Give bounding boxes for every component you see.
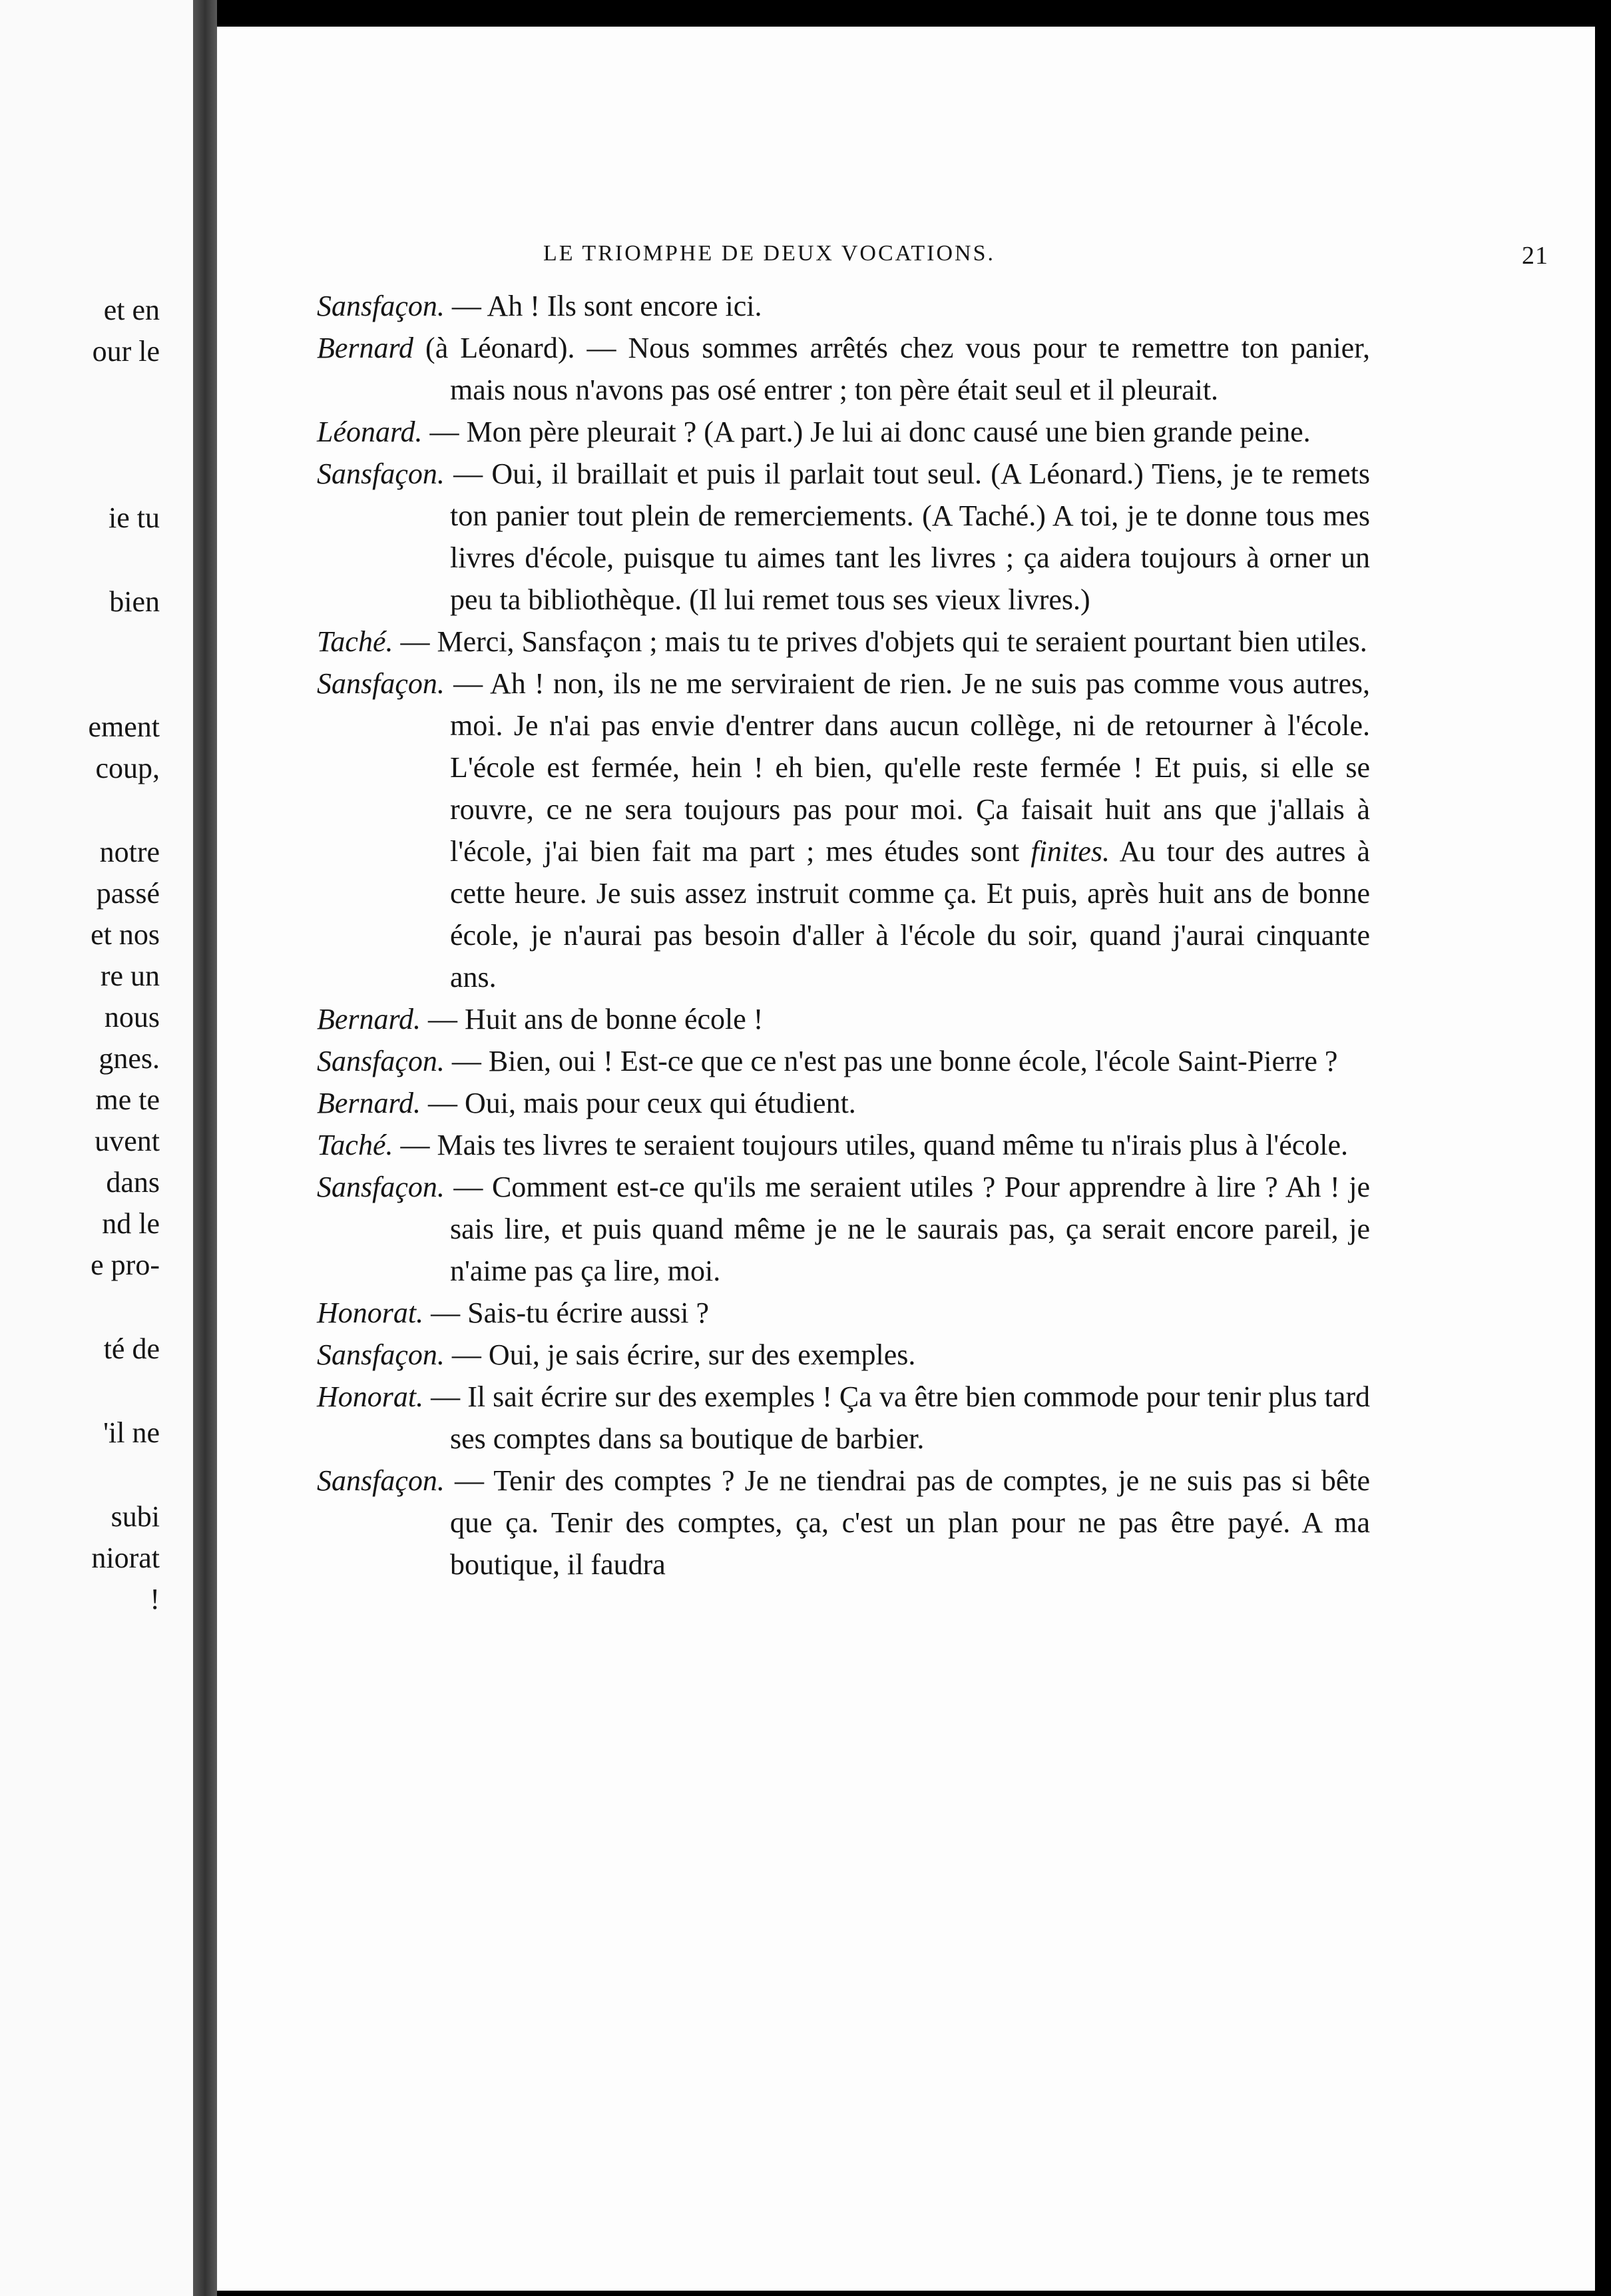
speech-text: — Oui, je sais écrire, sur des exemples. [444, 1338, 916, 1371]
left-page-fragment: subi [111, 1500, 160, 1533]
left-page-fragment: e pro- [91, 1249, 160, 1281]
speaker-name: Sansfaçon. [317, 667, 445, 700]
speech [317, 1124, 1370, 1166]
speaker-name: Sansfaçon. [317, 457, 445, 490]
speaker-name: Sansfaçon. [317, 1045, 445, 1077]
speech-text: — Merci, Sansfaçon ; mais tu te prives d'objets qui te seraient pourtant bien utiles. [393, 625, 1367, 658]
speech-text: — Tenir des comptes ? Je ne tiendrai pas de comptes, je ne suis pas si bête que ça. Tenir des comptes, ça, c'est un plan pour ne pas être payé. A ma boutique, il faudra [444, 1464, 1370, 1581]
speech-text: — Ah ! non, ils ne me serviraient de rien. Je ne suis pas comme vous autres, moi. Je n'ai pas envie d'entrer dans aucun collège, ni de retourner à l'école. L'école est fermée, hein ! eh bien, qu'elle reste fermée ! Et puis, si elle se rouvre, ce ne sera toujours pas pour moi. Ça faisait huit ans que j'allais à l'école, j'ai bien fait ma part ; mes études sont [444, 667, 1370, 868]
speech [317, 1040, 1370, 1082]
left-page-fragment: me te [95, 1083, 160, 1116]
left-page-fragment: our le [92, 335, 160, 368]
speaker-name: Taché. [317, 1129, 393, 1161]
left-page-fragment: re un [100, 960, 160, 992]
left-page-fragment: ie tu [109, 501, 160, 534]
speech [317, 663, 1370, 998]
speech [317, 1460, 1370, 1585]
speech [317, 1376, 1370, 1460]
speaker-name: Sansfaçon. [317, 1338, 445, 1371]
left-page-fragment: passé [96, 877, 160, 910]
speech [317, 621, 1370, 663]
left-page-fragment: gnes. [99, 1042, 160, 1075]
speaker-name: Taché. [317, 625, 393, 658]
speech [317, 1292, 1370, 1334]
left-page-fragment: dans [106, 1166, 160, 1199]
left-page-fragment: coup, [95, 752, 160, 784]
speaker-name: Sansfaçon. [317, 290, 445, 322]
speech [317, 285, 1370, 327]
speaker-name: Léonard. [317, 416, 423, 448]
speech-text: — Bien, oui ! Est-ce que ce n'est pas une bonne école, l'école Saint-Pierre ? [444, 1045, 1338, 1077]
speech [317, 453, 1370, 621]
speaker-name: Bernard. [317, 1003, 421, 1035]
dialogue-text [317, 285, 1370, 1585]
left-page-fragment: 'il ne [103, 1416, 160, 1449]
left-page-fragment: uvent [95, 1125, 160, 1157]
speaker-name: Bernard [317, 332, 414, 364]
left-page-edge [0, 0, 193, 2296]
speech-text: — Huit ans de bonne école ! [421, 1003, 764, 1035]
left-page-fragment: té de [103, 1332, 160, 1365]
speech [317, 411, 1370, 453]
speech-text: — Oui, mais pour ceux qui étudient. [421, 1087, 856, 1119]
left-page-fragment: ement [88, 711, 160, 743]
left-page-fragment: bien [109, 585, 160, 618]
speech [317, 1166, 1370, 1292]
right-page [217, 27, 1595, 2291]
speech-text: — Oui, il braillait et puis il parlait tout seul. (A Léonard.) Tiens, je te remets ton panier tout plein de remerciements. (A Taché.) A toi, je te donne tous mes livres d'école, puisque tu aimes tant les livres ; ça aidera toujours à orner un peu ta bibliothèque. (Il lui remet tous ses vieux livres.) [444, 457, 1370, 616]
speech-text: — Comment est-ce qu'ils me seraient utiles ? Pour apprendre à lire ? Ah ! je sais lire, et puis quand même je ne le saurais pas, ça serait encore pareil, je n'aime pas ça lire, moi. [444, 1171, 1370, 1287]
speech-text: — Mais tes livres te seraient toujours utiles, quand même tu n'irais plus à l'école. [393, 1129, 1349, 1161]
speaker-name: Sansfaçon. [317, 1464, 445, 1497]
page-number: 21 [1522, 242, 1548, 270]
emphasized-word: finites. [1031, 835, 1110, 868]
left-page-fragment: et nos [91, 918, 160, 951]
running-title: LE TRIOMPHE DE DEUX VOCATIONS. [543, 241, 996, 266]
speech [317, 327, 1370, 411]
speech-text: — Ah ! Ils sont encore ici. [444, 290, 762, 322]
left-page-fragment: nous [104, 1001, 160, 1033]
speech-text-continued: Au tour des autres à cette heure. Je suis assez instruit comme ça. Et puis, après huit ans de bonne école, je n'aurai pas besoin d'aller à l'école du soir, quand j'aurai cinquante ans. [450, 835, 1371, 994]
left-page-fragment: notre [99, 836, 160, 868]
left-page-fragment: et en [103, 294, 160, 326]
left-page-fragment: niorat [91, 1542, 160, 1574]
book-gutter [193, 0, 217, 2296]
speech-text: (à Léonard). — Nous sommes arrêtés chez vous pour te remettre ton panier, mais nous n'avons pas osé entrer ; ton père était seul et il pleurait. [413, 332, 1370, 406]
speech-text: — Mon père pleurait ? (A part.) Je lui ai donc causé une bien grande peine. [422, 416, 1311, 448]
left-page-fragment: nd le [102, 1207, 160, 1240]
speech [317, 998, 1370, 1040]
speaker-name: Bernard. [317, 1087, 421, 1119]
speech [317, 1334, 1370, 1376]
speech-text: — Il sait écrire sur des exemples ! Ça va être bien commode pour tenir plus tard ses comptes dans sa boutique de barbier. [423, 1380, 1370, 1455]
left-page-fragment: ! [150, 1583, 160, 1615]
speaker-name: Sansfaçon. [317, 1171, 445, 1203]
speaker-name: Honorat. [317, 1296, 424, 1329]
speaker-name: Honorat. [317, 1380, 424, 1413]
speech [317, 1082, 1370, 1124]
speech-text: — Sais-tu écrire aussi ? [423, 1296, 709, 1329]
